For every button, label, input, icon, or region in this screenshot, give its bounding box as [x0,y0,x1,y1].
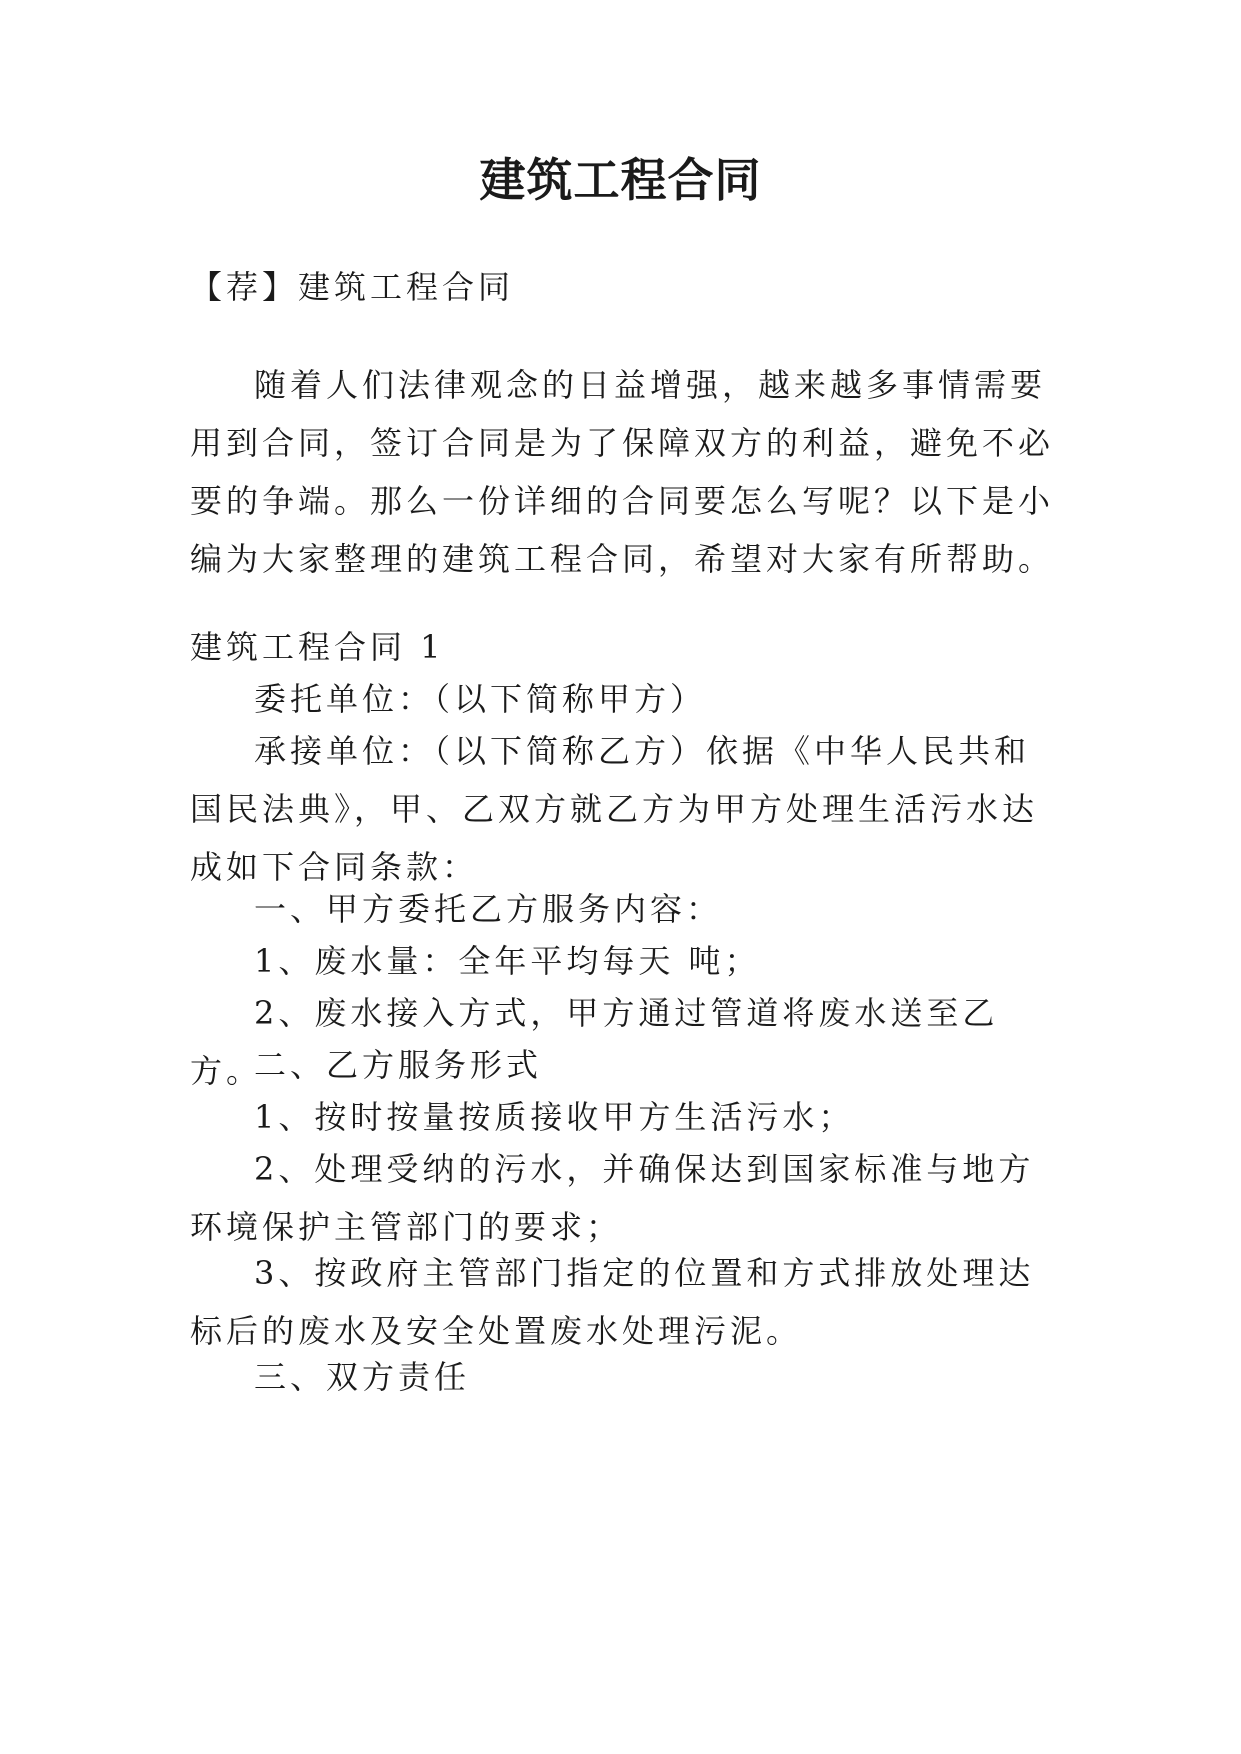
intro-paragraph: 随着人们法律观念的日益增强，越来越多事情需要用到合同，签订合同是为了保障双方的利益，避免不必要的争端。那么一份详细的合同要怎么写呢？以下是小编为大家整理的建筑工程合同，希望对大家有所帮助。 [190,366,1055,578]
clause-item: 2、处理受纳的污水，并确保达到国家标准与地方环境保护主管部门的要求； [190,1150,1035,1246]
clause-heading-1: 一、甲方委托乙方服务内容： [254,890,723,928]
document-subtitle: 【荐】建筑工程合同 [190,268,515,306]
clause-item: 1、废水量：全年平均每天 吨； [254,942,761,980]
clause-item: 1、按时按量按质接收甲方生活污水； [254,1098,855,1136]
clause-heading-2: 二、乙方服务形式 [254,1046,543,1084]
clause-heading-3: 三、双方责任 [254,1358,471,1396]
paragraph-client: 委托单位：（以下简称甲方） [254,680,707,718]
paragraph-contractor: 承接单位：（以下简称乙方）依据《中华人民共和国民法典》，甲、乙双方就乙方为甲方处理生活污水达成如下合同条款： [190,732,1039,886]
document-title: 建筑工程合同 [479,153,762,207]
clause-item: 3、按政府主管部门指定的位置和方式排放处理达标后的废水及安全处置废水处理污泥。 [190,1254,1035,1350]
section-heading: 建筑工程合同 1 [190,628,445,666]
clause-item: 2、废水接入方式，甲方通过管道将废水送至乙方。 [190,994,999,1090]
